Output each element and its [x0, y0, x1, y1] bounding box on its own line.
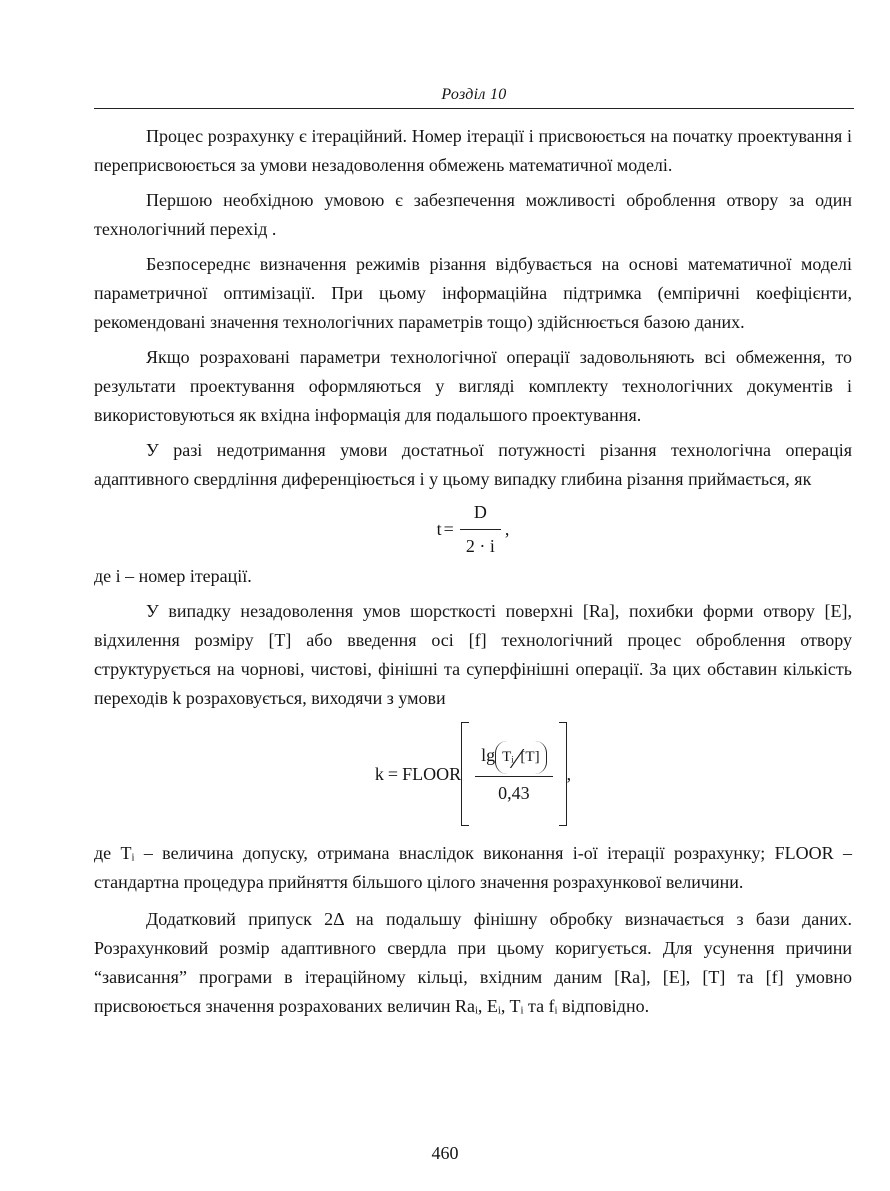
formula-k-numerator [475, 741, 552, 776]
bracket-content [471, 741, 556, 808]
formula-t-comma: , [504, 518, 510, 539]
log-symbol: lg [481, 744, 496, 765]
paragraph-2: Першою необхідною умовою є забезпечення можливості оброблення отвору за один технологічний перехід . [94, 190, 852, 239]
paragraph-1: Процес розрахунку є ітераційний. Номер ітерації i присвоюється на початку проектування і переприсвоюється за умови незадоволення обмежень математичної моделі. [94, 126, 852, 175]
formula-k-eq: = [387, 763, 399, 784]
formula-t-denominator: 2 · i [465, 535, 495, 556]
formula-k-denominator: 0,43 [498, 782, 530, 803]
left-bracket [461, 722, 469, 826]
formula-t-fraction [460, 498, 501, 561]
right-bracket [559, 722, 567, 826]
formula-t-eq: = [443, 518, 454, 539]
slash: ⁄ [514, 743, 520, 775]
formula-t-numerator: D [473, 501, 487, 522]
log-argument [495, 741, 546, 774]
page-number: 460 [431, 1143, 459, 1163]
running-header: Розділ 10 [441, 86, 507, 103]
t-tolerance: [T] [520, 748, 540, 765]
paragraph-7: У випадку незадоволення умов шорсткості поверхні [Ra], похибки форми отвору [E], відхилення розміру [T] або введення осі [f] технологічний процес оброблення отвору структурується на чорнові, чистові, фінішні та суперфінішні операції. За цих обставин кількість переходів k розраховується, виходячи з умови [94, 601, 852, 708]
paragraph-5: У разі недотримання умови достатньої потужності різання технологічна операція адаптивного свердління диференціюється і у цьому випадку глибина різання приймається, як [94, 440, 852, 489]
ti-symbol: Tᵢ [502, 748, 514, 765]
formula-k-func: FLOOR [402, 763, 462, 784]
paragraph-3: Безпосереднє визначення режимів різання відбувається на основі математичної моделі параметричної оптимізації. При цьому інформаційна підтримка (емпіричні коефіцієнти, рекомендовані значення технологічних параметрів тощо) здійснюється базою даних. [94, 254, 852, 332]
tolerance-ratio [502, 743, 540, 775]
header-rule [94, 108, 854, 109]
formula-k-lhs: k [374, 763, 384, 784]
paragraph-6: де і – номер ітерації. [94, 566, 252, 586]
paragraph-9: Додатковий припуск 2Δ на подальшу фінішну обробку визначається з бази даних. Розрахунковий розмір адаптивного свердла при цьому коригується. Для усунення причини “зависання” програми в ітераційному кільці, вхідним даним [Ra], [E], [T] та [f] умовно присвоюється значення розрахованих величин Raᵢ, Eᵢ, Tᵢ та fᵢ відповідно. [94, 909, 852, 1016]
body-text [94, 122, 852, 1027]
formula-k-comma: , [566, 763, 572, 784]
formula-depth [94, 500, 852, 558]
paragraph-4: Якщо розраховані параметри технологічної операції задовольняють всі обмеження, то результати проектування оформляються у вигляді комплекту технологічних документів і використовуються як вхідна інформація для подальшого проектування. [94, 347, 852, 425]
paragraph-8: де Tᵢ – величина допуску, отримана внаслідок виконання і-ої ітерації розрахунку; FLOOR – стандартна процедура прийняття більшого цілого значення розрахункової величини. [94, 843, 852, 892]
floor-brackets [461, 722, 566, 826]
formula-k-fraction [475, 741, 552, 808]
formula-t-lhs: t [436, 518, 442, 539]
formula-transitions [94, 719, 852, 829]
